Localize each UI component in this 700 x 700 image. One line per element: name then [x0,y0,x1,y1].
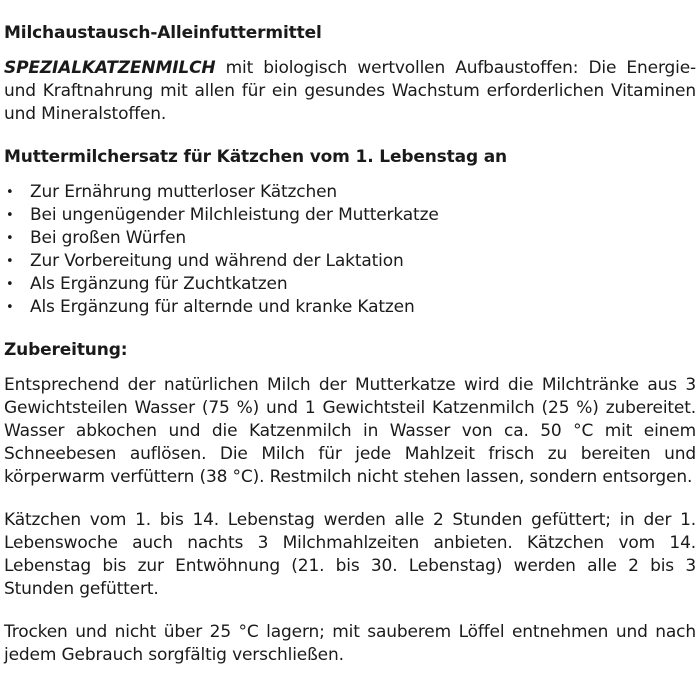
list-item: • Zur Ernährung mutterloser Kätzchen [6,182,338,202]
list-item: • Als Ergänzung für alternde und kranke Katzen [6,297,415,317]
list-item: • Bei ungenügender Milchleistung der Mutterkatze [6,205,439,225]
section-heading-milk-replacer: Muttermilchersatz für Kätzchen vom 1. Lebenstag an [4,147,508,167]
usage-bullet-list [4,181,696,319]
list-item: • Zur Vorbereitung und während der Laktation [6,251,404,271]
bullet-icon: • [6,208,14,223]
brand-name: SPEZIALKATZENMILCH [4,58,216,78]
preparation-paragraph: Entsprechend der natürlichen Milch der Mutterkatze wird die Milchtränke aus 3 Gewichtsteilen Wasser (75 %) und 1 Gewichtsteil Katzenmilch (25 %) zubereitet. Wasser abkochen und die Katzenmilch in Wasser von ca. 50 °C mit einem Schneebesen auflösen. Die Milch für jede Mahlzeit frisch zu bereiten und körperwarm verfüttern (38 °C). Restmilch nicht stehen lassen, sondern entsorgen. [4,375,696,487]
feeding-schedule-paragraph: Kätzchen vom 1. bis 14. Lebenstag werden alle 2 Stunden gefüttert; in der 1. Lebenswoche auch nachts 3 Milchmahlzeiten anbieten. Kätzchen vom 14. Lebenstag bis zur Entwöhnung (21. bis 30. Lebenstag) werden alle 2 bis 3 Stunden gefüttert. [4,510,696,599]
list-item: • Bei großen Würfen [6,228,187,248]
storage-paragraph: Trocken und nicht über 25 °C lagern; mit sauberem Löffel entnehmen und nach jedem Gebrauch sorgfältig verschließen. [4,622,696,665]
intro-text: mit biologisch wertvollen Aufbaustoffen: Die Energie- und Kraftnahrung mit allen für ein gesundes Wachstum erforderlichen Vitaminen und Mineralstoffen. [4,58,696,124]
intro-paragraph [4,57,696,126]
bullet-icon: • [6,277,14,292]
bullet-icon: • [6,231,14,246]
document-title: Milchaustausch-Alleinfuttermittel [4,23,322,43]
bullet-icon: • [6,254,14,269]
list-item: • Als Ergänzung für Zuchtkatzen [6,274,288,294]
section-heading-preparation: Zubereitung: [4,340,128,360]
bullet-icon: • [6,185,14,200]
bullet-icon: • [6,300,14,315]
